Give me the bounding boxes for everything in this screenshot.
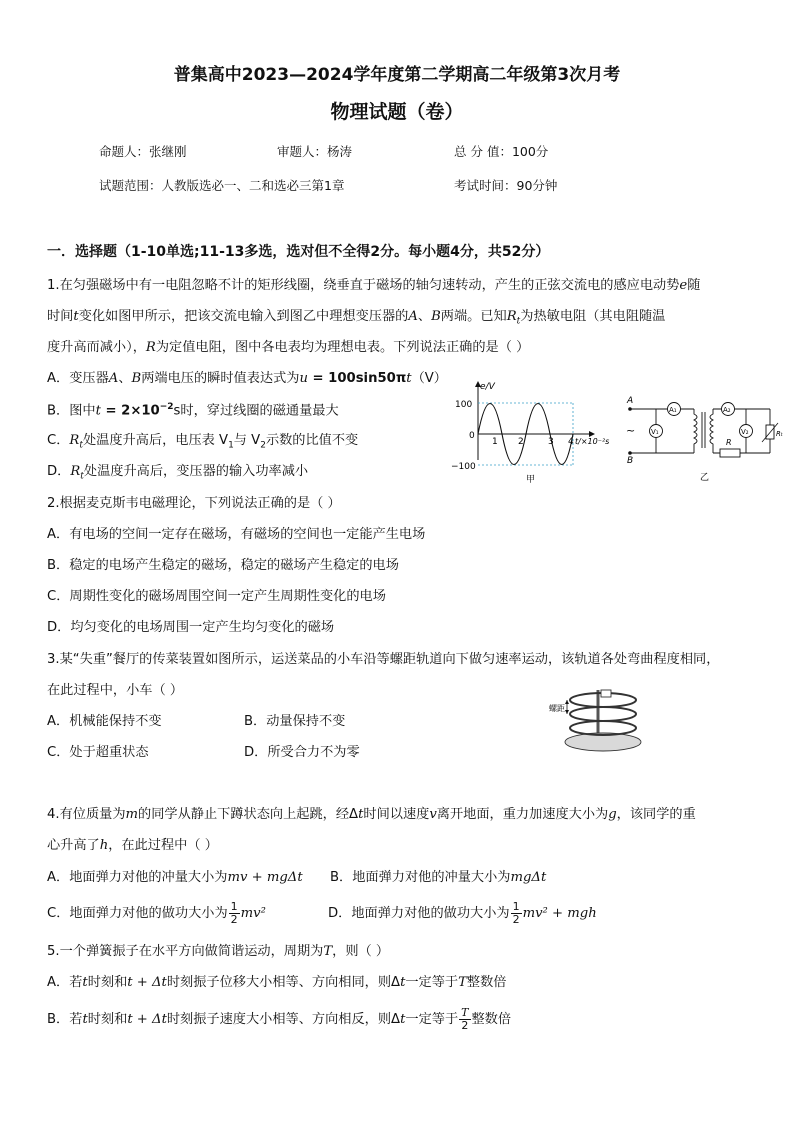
x-label: t/×10⁻²s xyxy=(575,437,610,446)
secondary-coil xyxy=(710,409,713,453)
q1-line1: 1.在匀强磁场中有一电阻忽略不计的矩形线圈，绕垂直于磁场的轴匀速转动，产生的正弦交流电的感应电动势e随 xyxy=(47,278,701,293)
q2-option-a: A．有电场的空间一定存在磁场，有磁场的空间也一定能产生电场 xyxy=(47,527,426,542)
q2-option-b: B．稳定的电场产生稳定的磁场，稳定的磁场产生稳定的电场 xyxy=(47,558,399,573)
ac-source-symbol: ~ xyxy=(626,424,636,437)
x-tick: 2 xyxy=(518,437,524,447)
q3-option-b: B．动量保持不变 xyxy=(244,714,346,729)
figure-yi-circuit xyxy=(620,390,790,490)
q2-option-c: C．周期性变化的磁场周围空间一定产生周期性变化的电场 xyxy=(47,589,386,604)
x-tick: 4 xyxy=(568,437,574,447)
primary-coil xyxy=(694,409,697,453)
y-tick-top: 100 xyxy=(455,400,473,410)
q3-line1: 3.某“失重”餐厅的传菜装置如图所示，运送菜品的小车沿等螺距轨道向下做匀速率运动，该轨道各处弯曲程度相同， xyxy=(47,652,720,667)
q2-stem: 2.根据麦克斯韦电磁理论，下列说法正确的是（ ） xyxy=(47,496,341,511)
q1-option-a: A．变压器A、B两端电压的瞬时值表达式为u = 100sin50πt（V） xyxy=(47,371,447,386)
q5-option-b: B．若t时刻和t + Δt时刻振子速度大小相等、方向相反，则Δt一定等于 $\frac{T}{2}$ 整数倍 xyxy=(47,1006,512,1032)
pitch-label: 螺距 xyxy=(549,704,565,713)
terminal-b-label: B xyxy=(627,456,634,466)
q3-option-d: D．所受合力不为零 xyxy=(244,745,360,760)
y-tick-bottom: −100 xyxy=(451,462,476,472)
exam-time: 考试时间：90分钟 xyxy=(454,178,558,193)
q1-option-b: B．图中$t = 2\times 10^{-2}s$时，穿过线圈的磁通量最大 xyxy=(47,402,339,419)
q2-option-d: D．均匀变化的电场周围一定产生均匀变化的磁场 xyxy=(47,620,335,635)
fraction-half: $\frac{1}{2}$ xyxy=(512,900,520,926)
cart xyxy=(601,690,611,697)
thermistor-rt-label: Rₜ xyxy=(776,430,783,438)
terminal-a-label: A xyxy=(627,396,634,406)
track-loop xyxy=(570,707,636,721)
figure-jia-sine-graph xyxy=(448,378,618,488)
caption-yi: 乙 xyxy=(700,473,710,483)
exam-subtitle: 物理试题（卷） xyxy=(330,101,464,123)
q4-option-d: D．地面弹力对他的做功大小为 $\frac{1}{2}$ mv² + mgh xyxy=(328,900,597,926)
exam-title: 普集高中2023—2024学年度第二学期高二年级第3次月考 xyxy=(173,65,621,85)
pitch-arrow-down xyxy=(565,710,569,714)
resistor-r xyxy=(720,449,740,457)
pitch-arrow-up xyxy=(565,700,569,704)
q4-option-c: C．地面弹力对他的做功大小为 $\frac{1}{2}$ mv² xyxy=(47,900,266,926)
fraction-half: $\frac{1}{2}$ xyxy=(230,900,238,926)
q5-option-a: A．若t时刻和t + Δt时刻振子位移大小相等、方向相同，则Δt一定等于T整数倍 xyxy=(47,975,507,990)
q5-stem: 5.一个弹簧振子在水平方向做简谐运动，周期为T，则（ ） xyxy=(47,944,390,959)
q3-option-c: C．处于超重状态 xyxy=(47,745,149,760)
x-tick: 1 xyxy=(492,437,498,447)
x-tick: 3 xyxy=(548,437,554,447)
exam-scope: 试题范围：人教版选必一、二和选必三第1章 xyxy=(99,178,345,193)
setter: 命题人：张继刚 xyxy=(99,144,187,159)
total-score: 总 分 值：100分 xyxy=(454,144,549,159)
origin-label: 0 xyxy=(469,431,475,441)
ammeter-a1-label: A₁ xyxy=(669,406,677,414)
q4-line1: 4.有位质量为m的同学从静止下蹲状态向上起跳，经Δt时间以速度v离开地面，重力加速度大小为g，该同学的重 xyxy=(47,807,696,822)
q3-option-a: A．机械能保持不变 xyxy=(47,714,162,729)
q1-option-d: D．$R_t$处温度升高后，变压器的输入功率减小 xyxy=(47,464,309,482)
voltmeter-v1-label: V₁ xyxy=(651,428,659,436)
fraction-t-over-2: $\frac{T}{2}$ xyxy=(461,1006,469,1032)
figure-spiral-track xyxy=(548,682,648,754)
q4-line2: 心升高了h，在此过程中（ ） xyxy=(47,838,218,853)
section-heading: 一．选择题（1-10单选;11-13多选，选对但不全得2分。每小题4分，共52分） xyxy=(47,244,550,260)
ammeter-a2-label: A₂ xyxy=(723,406,731,414)
q3-line2: 在此过程中，小车（ ） xyxy=(47,683,184,698)
q4-option-a: A．地面弹力对他的冲量大小为mv + mgΔt xyxy=(47,870,303,885)
voltmeter-v2-label: V₂ xyxy=(741,428,749,436)
q1-line2: 时间t变化如图甲所示，把该交流电输入到图乙中理想变压器的A、B两端。已知$R_t$为热敏电阻（其电阻随温 xyxy=(47,309,666,327)
reviewer: 审题人：杨涛 xyxy=(277,144,353,159)
q4-option-b: B．地面弹力对他的冲量大小为mgΔt xyxy=(330,870,547,885)
caption-jia: 甲 xyxy=(526,475,536,485)
y-label: e/V xyxy=(480,382,495,392)
resistor-r-label: R xyxy=(726,438,732,447)
q1-option-c: C．$R_t$处温度升高后，电压表 $V_1$与 $V_2$示数的比值不变 xyxy=(47,433,359,451)
q1-line3: 度升高而减小），R为定值电阻，图中各电表均为理想电表。下列说法正确的是（ ） xyxy=(47,340,530,355)
